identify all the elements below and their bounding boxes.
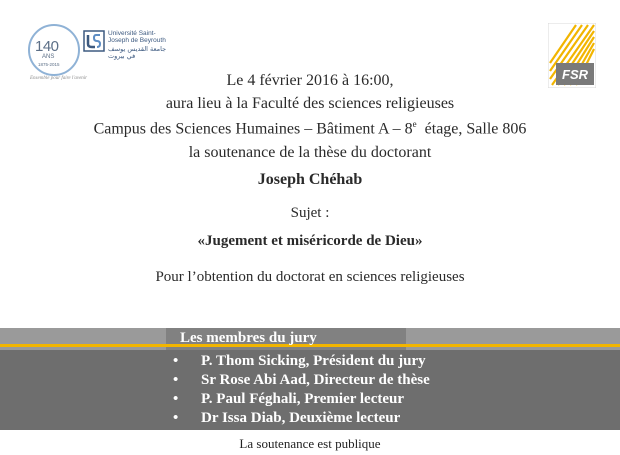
bullet-icon: • — [173, 410, 179, 426]
fsr-label: FSR — [562, 67, 588, 82]
announcement-location: aura lieu à la Faculté des sciences religieuses — [165, 95, 455, 112]
jury-member-text: P. Thom Sicking, Président du jury — [201, 353, 426, 369]
bullet-icon: • — [173, 391, 179, 407]
jury-member-text: Dr Issa Diab, Deuxième lecteur — [201, 410, 401, 426]
campus-room: étage, Salle 806 — [416, 120, 527, 138]
usj-anniversary-number: 140 — [35, 38, 59, 55]
jury-list — [173, 352, 430, 428]
announcement-thesis-line: la soutenance de la thèse du doctorant — [188, 144, 432, 161]
jury-member — [173, 390, 430, 409]
usj-anniversary-years: 1875-2015 — [38, 62, 60, 67]
usj-tagline: Ensemble pour faire l'avenir — [30, 76, 88, 81]
jury-member-text: Sr Rose Abi Aad, Directeur de thèse — [201, 372, 430, 388]
subject-label: Sujet : — [290, 205, 330, 221]
degree-purpose: Pour l’obtention du doctorat en sciences religieuses — [155, 269, 465, 285]
usj-arabic-name: جامعة القديس يوسف في بيروت — [108, 45, 167, 60]
floor-superscript: e — [412, 119, 417, 129]
usj-anniversary-ans: ANS — [42, 54, 55, 60]
bullet-icon: • — [173, 372, 179, 388]
jury-member-text: P. Paul Féghali, Premier lecteur — [201, 391, 405, 407]
bullet-icon: • — [173, 353, 179, 369]
jury-member — [173, 409, 430, 428]
announcement-date: Le 4 février 2016 à 16:00, — [226, 72, 394, 89]
jury-heading: Les membres du jury — [180, 330, 317, 346]
jury-member — [173, 352, 430, 371]
public-note: La soutenance est publique — [239, 436, 381, 451]
usj-name: Université Saint-Joseph de Beyrouth — [108, 30, 166, 44]
thesis-title: «Jugement et miséricorde de Dieu» — [197, 233, 423, 249]
campus-text: Campus des Sciences Humaines – Bâtiment A – 8 — [93, 120, 413, 138]
candidate-name: Joseph Chéhab — [257, 171, 363, 188]
jury-member — [173, 371, 430, 390]
announcement-campus — [0, 119, 620, 138]
usj-emblem-icon — [83, 30, 105, 52]
